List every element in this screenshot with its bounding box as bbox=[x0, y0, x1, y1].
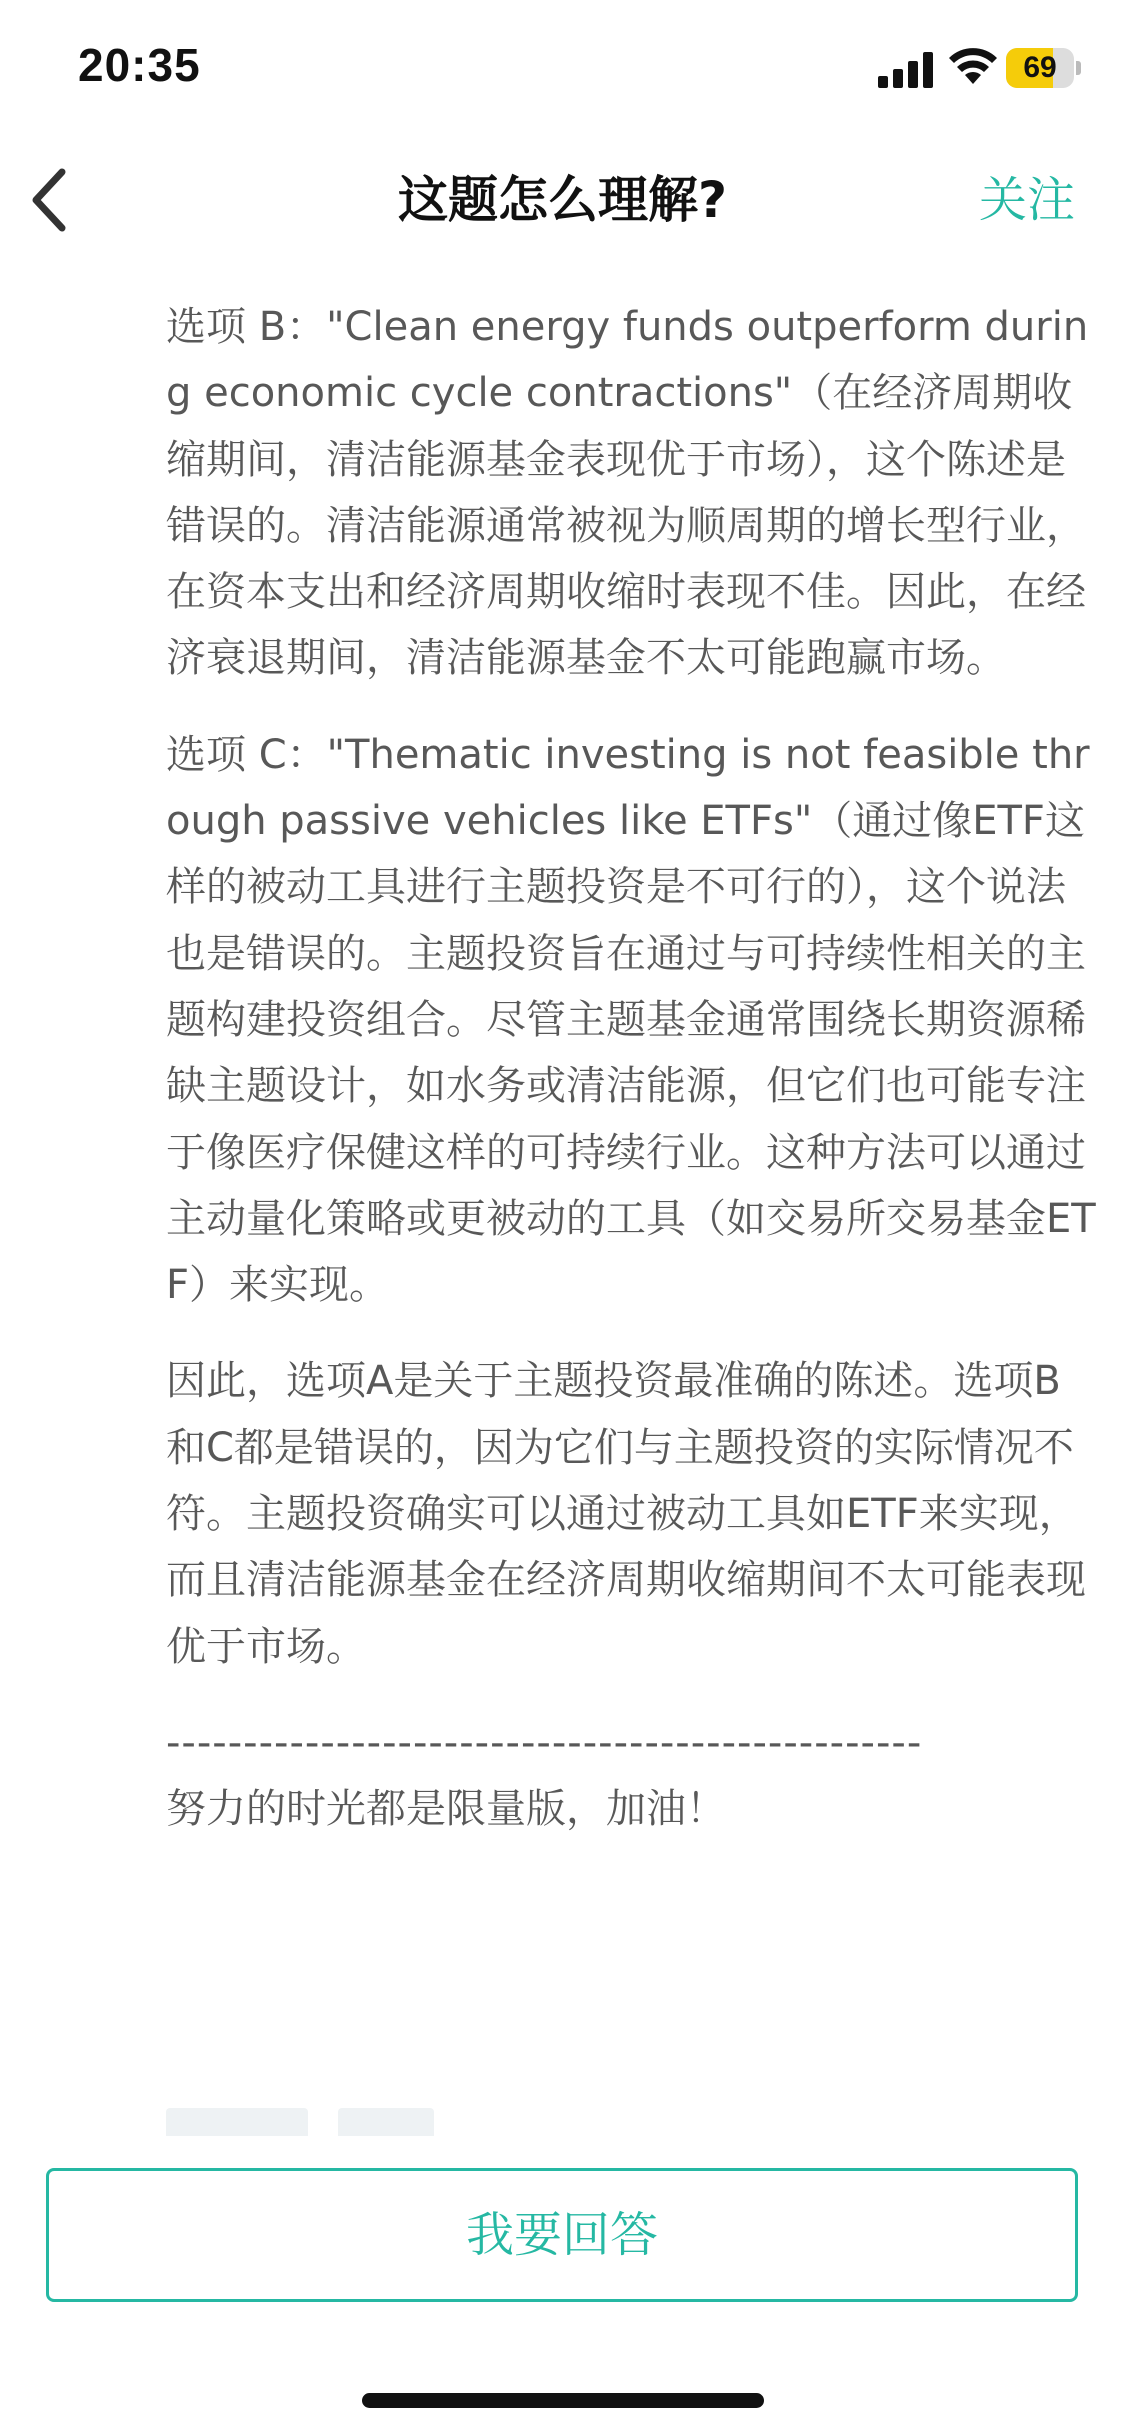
answer-paragraph: 选项 B："Clean energy funds outperform during economic cycle contractions"（在经济周期收缩期间，清洁能源基金表现优于市场），这个陈述是错误的。清洁能源通常被视为顺周期的增长型行业，在资本支出和经济周期收缩时表现不佳。因此，在经济衰退期间，清洁能源基金不太可能跑赢市场。 bbox=[166, 304, 1089, 682]
battery-body bbox=[1006, 48, 1074, 88]
tag-placeholder bbox=[166, 2108, 308, 2136]
follow-button[interactable]: 关注 bbox=[978, 172, 1075, 228]
nav-bar bbox=[0, 140, 1125, 260]
status-time: 20:35 bbox=[78, 39, 201, 91]
divider-line: ------------------------------------------------- bbox=[166, 1719, 923, 1766]
cellular-signal-icon bbox=[878, 52, 934, 88]
home-indicator bbox=[362, 2393, 764, 2408]
status-bar bbox=[0, 0, 1125, 140]
battery-indicator bbox=[1006, 48, 1080, 88]
answer-paragraph: 选项 C："Thematic investing is not feasible through passive vehicles like ETFs"（通过像ETF这样的被动工具进行主题投资是不可行的），这个说法也是错误的。主题投资旨在通过与可持续性相关的主题构建投资组合。尽管主题基金通常围绕长期资源稀缺主题设计，如水务或清洁能源，但它们也可能专注于像医疗保健这样的可持续行业。这种方法可以通过主动量化策略或更被动的工具（如交易所交易基金ETF）来实现。 bbox=[166, 731, 1096, 1309]
answer-content bbox=[166, 294, 1096, 1843]
battery-level: 69 bbox=[1023, 51, 1057, 84]
wifi-icon bbox=[948, 46, 998, 86]
answer-button[interactable]: 我要回答 bbox=[46, 2168, 1078, 2302]
motto-text: 努力的时光都是限量版，加油！ bbox=[166, 1786, 726, 1833]
chevron-left-icon[interactable] bbox=[18, 162, 88, 238]
battery-cap bbox=[1076, 61, 1081, 75]
answer-paragraph: 因此，选项A是关于主题投资最准确的陈述。选项B和C都是错误的，因为它们与主题投资的实际情况不符。主题投资确实可以通过被动工具如ETF来实现，而且清洁能源基金在经济周期收缩期间不太可能表现优于市场。 bbox=[166, 1358, 1086, 1670]
page-title: 这题怎么理解? bbox=[397, 171, 727, 229]
tag-placeholder bbox=[338, 2108, 434, 2136]
